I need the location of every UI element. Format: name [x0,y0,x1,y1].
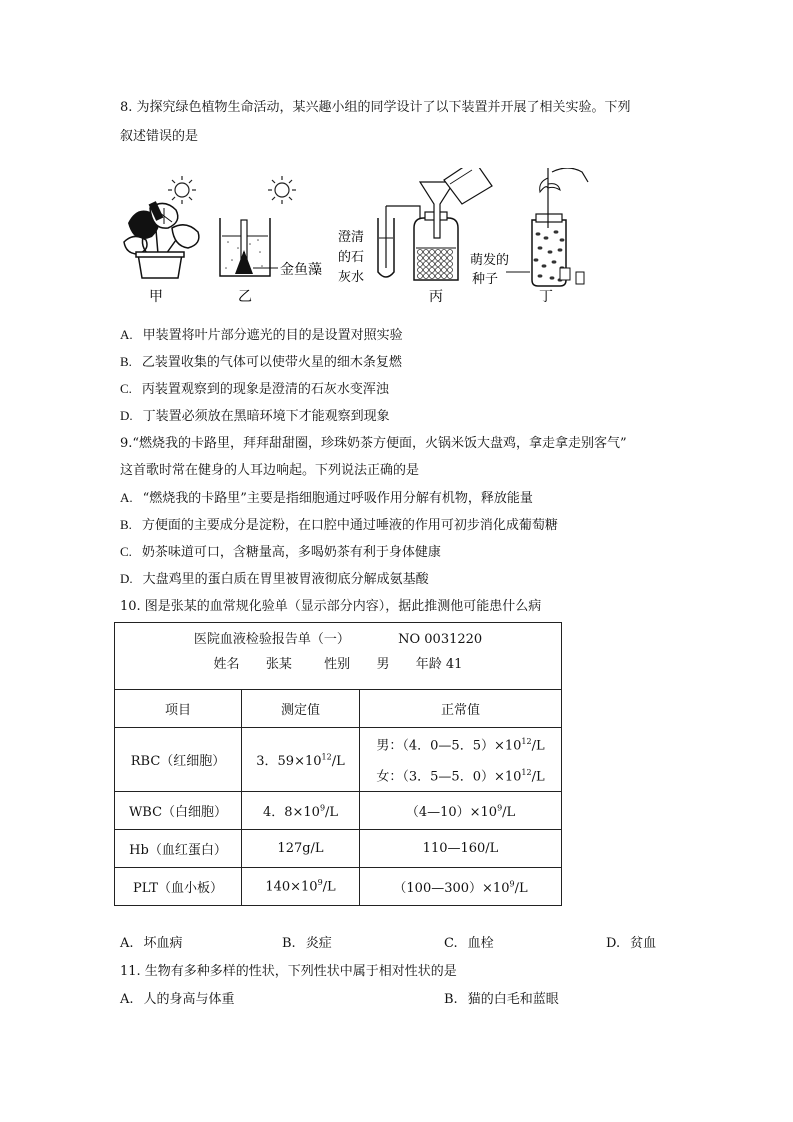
candle-icon [576,272,584,284]
label-mengfa-1: 萌发的 [470,253,510,268]
q10-option-d: D. 贫血 [606,936,657,951]
q10-option-c: C. 血栓 [444,936,494,951]
label-bing: 丙 [429,289,443,305]
q8-experiment-figure [120,168,590,308]
label-shihui-1: 澄清 [338,230,365,245]
label-yi: 乙 [238,289,252,305]
cell-normal: $(100—300)\times 10^9/L$ [360,867,562,905]
potted-plant-icon [124,201,199,278]
q10-option-a: A. 坏血病 [120,936,183,951]
q9-option-b: B. 方便面的主要成分是淀粉，在口腔中通过唾液的作用可初步消化成葡萄糖 [120,517,558,533]
blood-test-report-table [114,622,562,906]
label-jinyuzao: 金鱼藻 [280,262,322,278]
table-row [115,727,562,791]
q9-option-c: C. 奶茶味道可口，含糖量高，多喝奶茶有利于身体健康 [120,544,441,560]
q8-option-a: A. 甲装置将叶片部分遮光的目的是设置对照实验 [120,327,403,343]
q9-option-d: D. 大盘鸡里的蛋白质在胃里被胃液彻底分解成氨基酸 [120,571,429,587]
q8-option-c: C. 丙装置观察到的现象是澄清的石灰水变浑浊 [120,381,389,397]
q8-option-d: D. 丁装置必须放在黑暗环境下才能观察到现象 [120,408,390,424]
label-ding: 丁 [539,289,553,305]
cell-measured: 4．$8\times 10^9/L$ [242,791,360,829]
cell-item: RBC（红细胞） [115,727,242,791]
label-mengfa-2: 种子 [472,272,499,287]
label-shihui-3: 灰水 [338,270,365,285]
cell-measured: $140\times 10^9/L$ [242,867,360,905]
cell-normal: 男：（4．0—5．$5)\times 10^{12}/L$ 女：（3．5—5．$0)\times 10^{12}/L$ [360,727,562,791]
table-row [115,791,562,829]
cell-item: WBC（白细胞） [115,791,242,829]
cell-normal: $(4—10)\times 10^9/L$ [360,791,562,829]
header-normal: 正常值 [360,689,562,727]
header-item: 项目 [115,689,242,727]
q8-stem-line2: 叙述错误的是 [120,129,199,144]
q11-option-b: B. 猫的白毛和蓝眼 [444,992,559,1007]
age-label: 年龄 [415,656,442,672]
q10-option-b: B. 炎症 [282,936,332,951]
header-measured: 测定值 [242,689,360,727]
label-shihui-2: 的石 [338,250,365,265]
table-row [115,867,562,905]
q9-option-a: A. “燃烧我的卡路里”主要是指细胞通过呼吸作用分解有机物，释放能量 [120,490,533,506]
label-jia: 甲 [149,289,163,305]
report-title-row [115,623,562,653]
report-number: NO 0031220 [398,632,483,648]
q8-option-b: B. 乙装置收集的气体可以使带火星的细木条复燃 [120,354,402,370]
q8-stem-line1: 8. 为探究绿色植物生命活动，某兴趣小组的同学设计了以下装置并开展了相关实验。下列 [120,100,631,115]
name-value: 张某 [265,656,292,672]
seed-jar-icon [506,168,588,286]
sex-value: 男 [376,656,390,672]
q9-stem-line1: 9.“燃烧我的卡路里，拜拜甜甜圈，珍珠奶茶方便面，火锅米饭大盘鸡，拿走拿走别客气” [120,436,627,451]
sun-icon [168,176,196,204]
report-title: 医院血液检验报告单（一） [193,632,350,648]
q10-stem: 10. 图是张某的血常规化验单（显示部分内容），据此推测他可能患什么病 [120,599,542,614]
pouring-beaker-icon [444,168,492,204]
q11-stem: 11. 生物有多种多样的性状，下列性状中属于相对性状的是 [120,964,457,979]
sun-icon [268,176,296,204]
name-label: 姓名 [213,656,240,672]
q9-stem-line2: 这首歌时常在健身的人耳边响起。下列说法正确的是 [120,463,420,478]
age-value: 41 [445,656,463,672]
q11-option-a: A. 人的身高与体重 [120,992,235,1007]
beaker-icon [220,218,278,276]
cell-item: Hb（血红蛋白） [115,829,242,867]
sex-label: 性别 [324,656,351,672]
cell-normal: 110—160/L [360,829,562,867]
cell-measured: 3．$59\times 10^{12}/L$ [242,727,360,791]
report-patient-row [115,653,562,690]
cell-measured: 127g/L [242,829,360,867]
cell-item: PLT（血小板） [115,867,242,905]
table-row [115,829,562,867]
